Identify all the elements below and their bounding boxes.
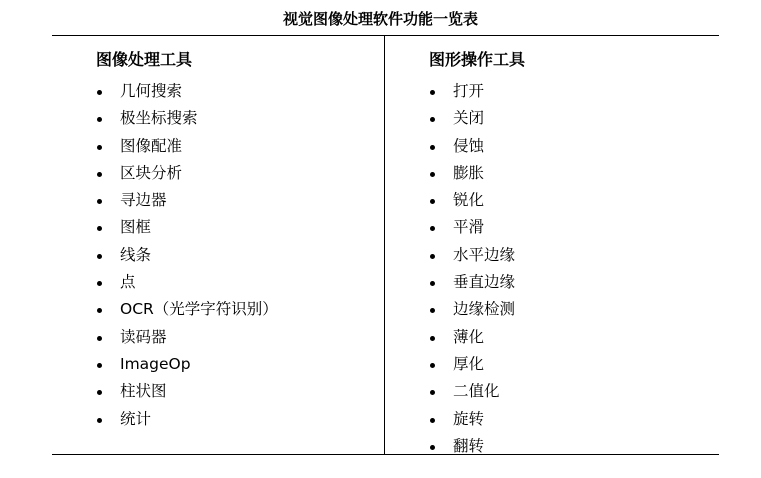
list-item: ImageOp [96, 351, 376, 378]
list-item: 侵蚀 [429, 133, 709, 160]
list-item: 点 [96, 269, 376, 296]
list-item: 平滑 [429, 214, 709, 241]
list-item: 边缘检测 [429, 296, 709, 323]
image-processing-tools-column [96, 36, 376, 433]
list-item: 图像配准 [96, 133, 376, 160]
list-item: 读码器 [96, 324, 376, 351]
graphic-operation-tools-column [429, 36, 709, 460]
list-item: 极坐标搜索 [96, 105, 376, 132]
list-item: 锐化 [429, 187, 709, 214]
list-item: 区块分析 [96, 160, 376, 187]
list-item: 水平边缘 [429, 242, 709, 269]
list-item: 图框 [96, 214, 376, 241]
feature-table [52, 35, 719, 455]
list-item: 二值化 [429, 378, 709, 405]
list-item: 打开 [429, 78, 709, 105]
list-item: 厚化 [429, 351, 709, 378]
list-item: 关闭 [429, 105, 709, 132]
list-item: 几何搜索 [96, 78, 376, 105]
list-item: OCR（光学字符识别） [96, 296, 376, 323]
graphic-operation-list [429, 78, 709, 460]
image-processing-list [96, 78, 376, 433]
column-header-graphic-operation: 图形操作工具 [429, 50, 526, 69]
list-item: 统计 [96, 406, 376, 433]
list-item: 线条 [96, 242, 376, 269]
list-item: 翻转 [429, 433, 709, 460]
list-item: 垂直边缘 [429, 269, 709, 296]
column-header-image-processing: 图像处理工具 [96, 50, 193, 69]
list-item: 薄化 [429, 324, 709, 351]
page-title: 视觉图像处理软件功能一览表 [282, 10, 478, 28]
list-item: 寻边器 [96, 187, 376, 214]
list-item: 柱状图 [96, 378, 376, 405]
list-item: 膨胀 [429, 160, 709, 187]
column-divider [384, 36, 385, 454]
list-item: 旋转 [429, 406, 709, 433]
